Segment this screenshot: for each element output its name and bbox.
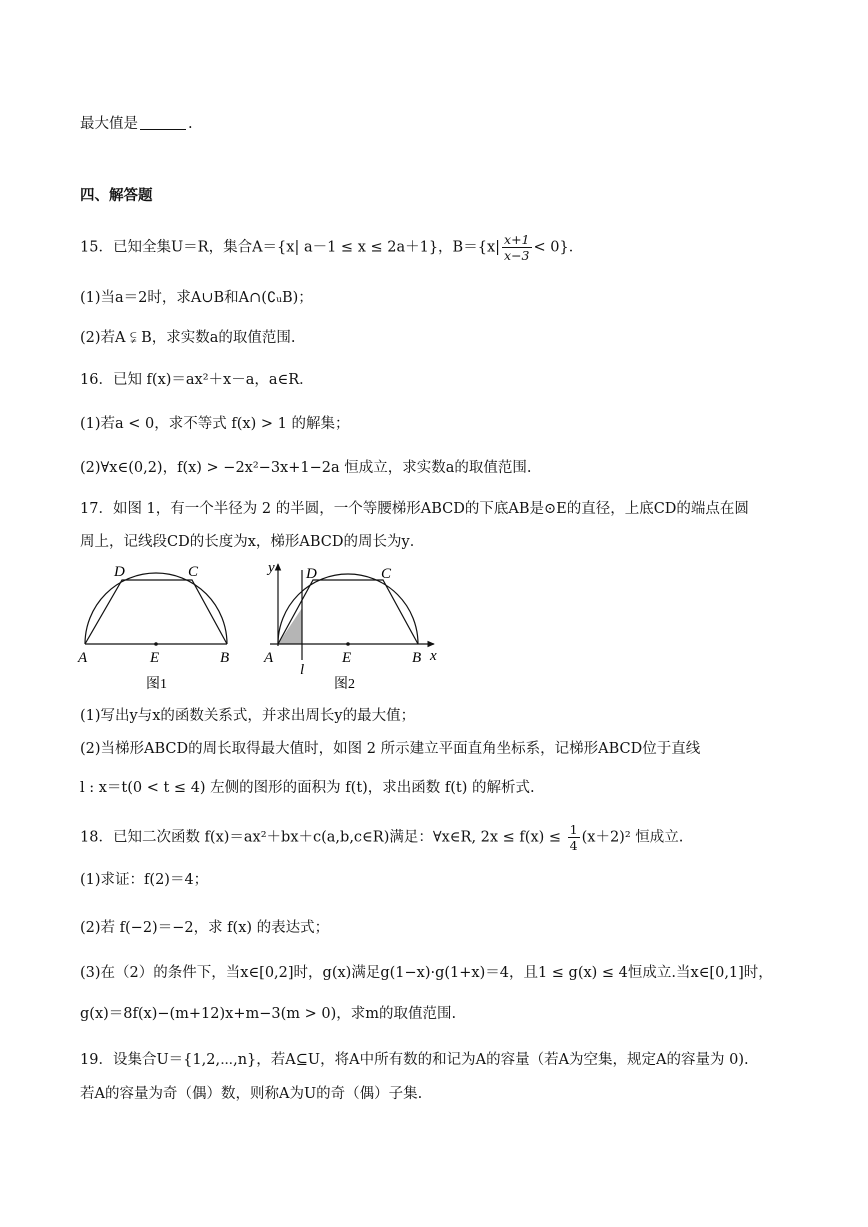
fig1-caption: 图1 [146, 677, 167, 692]
q14-tail-text: 最大值是 [80, 116, 138, 132]
q15-frac-den: x−3 [504, 248, 530, 263]
q19-stem-line2: 若A的容量为奇（偶）数，则称A为U的奇（偶）子集. [80, 1086, 423, 1102]
q15-fraction [502, 232, 531, 263]
q15-part2: (2)若A ⫋ B，求实数a的取值范围. [80, 330, 296, 346]
q17-stem-line2: 周上，记线段CD的长度为x，梯形ABCD的周长为y． [80, 534, 425, 550]
fig2-label-b: B [412, 650, 422, 666]
fig1-label-a: A [78, 650, 88, 666]
q16-stem: 16．已知 f(x)＝ax²＋x－a，a∈R． [80, 372, 314, 388]
q17-stem-line1: 17．如图 1，有一个半径为 2 的半圆，一个等腰梯形ABCD的下底AB是⊙E的直径，上底CD的端点在圆 [80, 501, 749, 517]
fig1-label-e: E [150, 650, 160, 666]
q16-part1: (1)若a < 0，求不等式 f(x) > 1 的解集； [80, 416, 350, 432]
fig1-center-e [154, 642, 158, 646]
q18-frac-den: 4 [569, 838, 578, 853]
q15-stem [80, 232, 583, 263]
q18-part3-line1: (3)在（2）的条件下，当x∈[0,2]时，g(x)满足g(1−x)·g(1+x)＝4，且1 ≤ g(x) ≤ 4恒成立.当x∈[0,1]时， [80, 965, 773, 981]
q18-frac-num: 1 [569, 822, 578, 837]
fig2-label-a: A [264, 650, 274, 666]
fig2-label-d: D [306, 566, 317, 582]
q15-frac-num: x+1 [504, 232, 530, 247]
answer-blank[interactable] [140, 115, 186, 130]
q18-fraction [568, 822, 580, 853]
fig1-label-d: D [114, 564, 125, 580]
fig1-trapezoid [85, 580, 227, 644]
q18-stem [80, 822, 683, 853]
q17-part2-line2: l : x＝t(0 < t ≤ 4) 左侧的图形的面积为 f(t)，求出函数 f(t) 的解析式. [80, 780, 535, 796]
q17-part1: (1)写出y与x的函数关系式，并求出周长y的最大值； [80, 708, 416, 724]
fig2-label-c: C [381, 566, 392, 582]
figure-1 [70, 560, 250, 700]
q18-part2: (2)若 f(−2)＝−2，求 f(x) 的表达式； [80, 920, 330, 936]
q18-stem-tail: (x＋2)² 恒成立. [581, 829, 684, 846]
figure-2 [258, 556, 448, 700]
q18-stem-text: 18．已知二次函数 f(x)＝ax²＋bx＋c(a,b,c∈R)满足：∀x∈R, 2x ≤ f(x) ≤ [80, 829, 566, 846]
fig2-label-x: x [430, 648, 437, 664]
q18-part1: (1)求证：f(2)＝4； [80, 872, 209, 888]
fig1-label-b: B [220, 650, 230, 666]
q14-tail [80, 114, 193, 134]
fig2-label-l: l [300, 662, 305, 678]
q16-part2: (2)∀x∈(0,2)，f(x) > −2x²−3x+1−2a 恒成立，求实数a的取值范围. [80, 460, 532, 476]
fig1-label-c: C [188, 564, 199, 580]
q14-end: . [188, 116, 193, 132]
fig1-semicircle [85, 573, 227, 644]
q17-part2-line1: (2)当梯形ABCD的周长取得最大值时，如图 2 所示建立平面直角坐标系，记梯形ABCD位于直线 [80, 741, 701, 757]
q15-set-b-right: < 0}． [533, 239, 584, 256]
section-title: 四、解答题 [80, 187, 153, 204]
q15-set-b-left: {x| [477, 239, 501, 256]
q15-stem-text: 15．已知全集U＝R，集合A＝{x| a－1 ≤ x ≤ 2a＋1}，B＝ [80, 239, 478, 256]
q18-part3-line2: g(x)＝8f(x)−(m+12)x+m−3(m > 0)，求m的取值范围. [80, 1006, 457, 1022]
q19-stem-line1: 19．设集合U＝{1,2,⋯,n}，若A⊆U，将A中所有数的和记为A的容量（若A为空集，规定A的容量为 0). [80, 1052, 749, 1068]
fig2-caption: 图2 [334, 677, 355, 692]
fig2-label-y: y [268, 560, 275, 576]
fig2-label-e: E [342, 650, 352, 666]
q15-part1: (1)当a＝2时，求A∪B和A∩(∁ᵤB)； [80, 290, 313, 306]
fig2-center-e [346, 642, 350, 646]
